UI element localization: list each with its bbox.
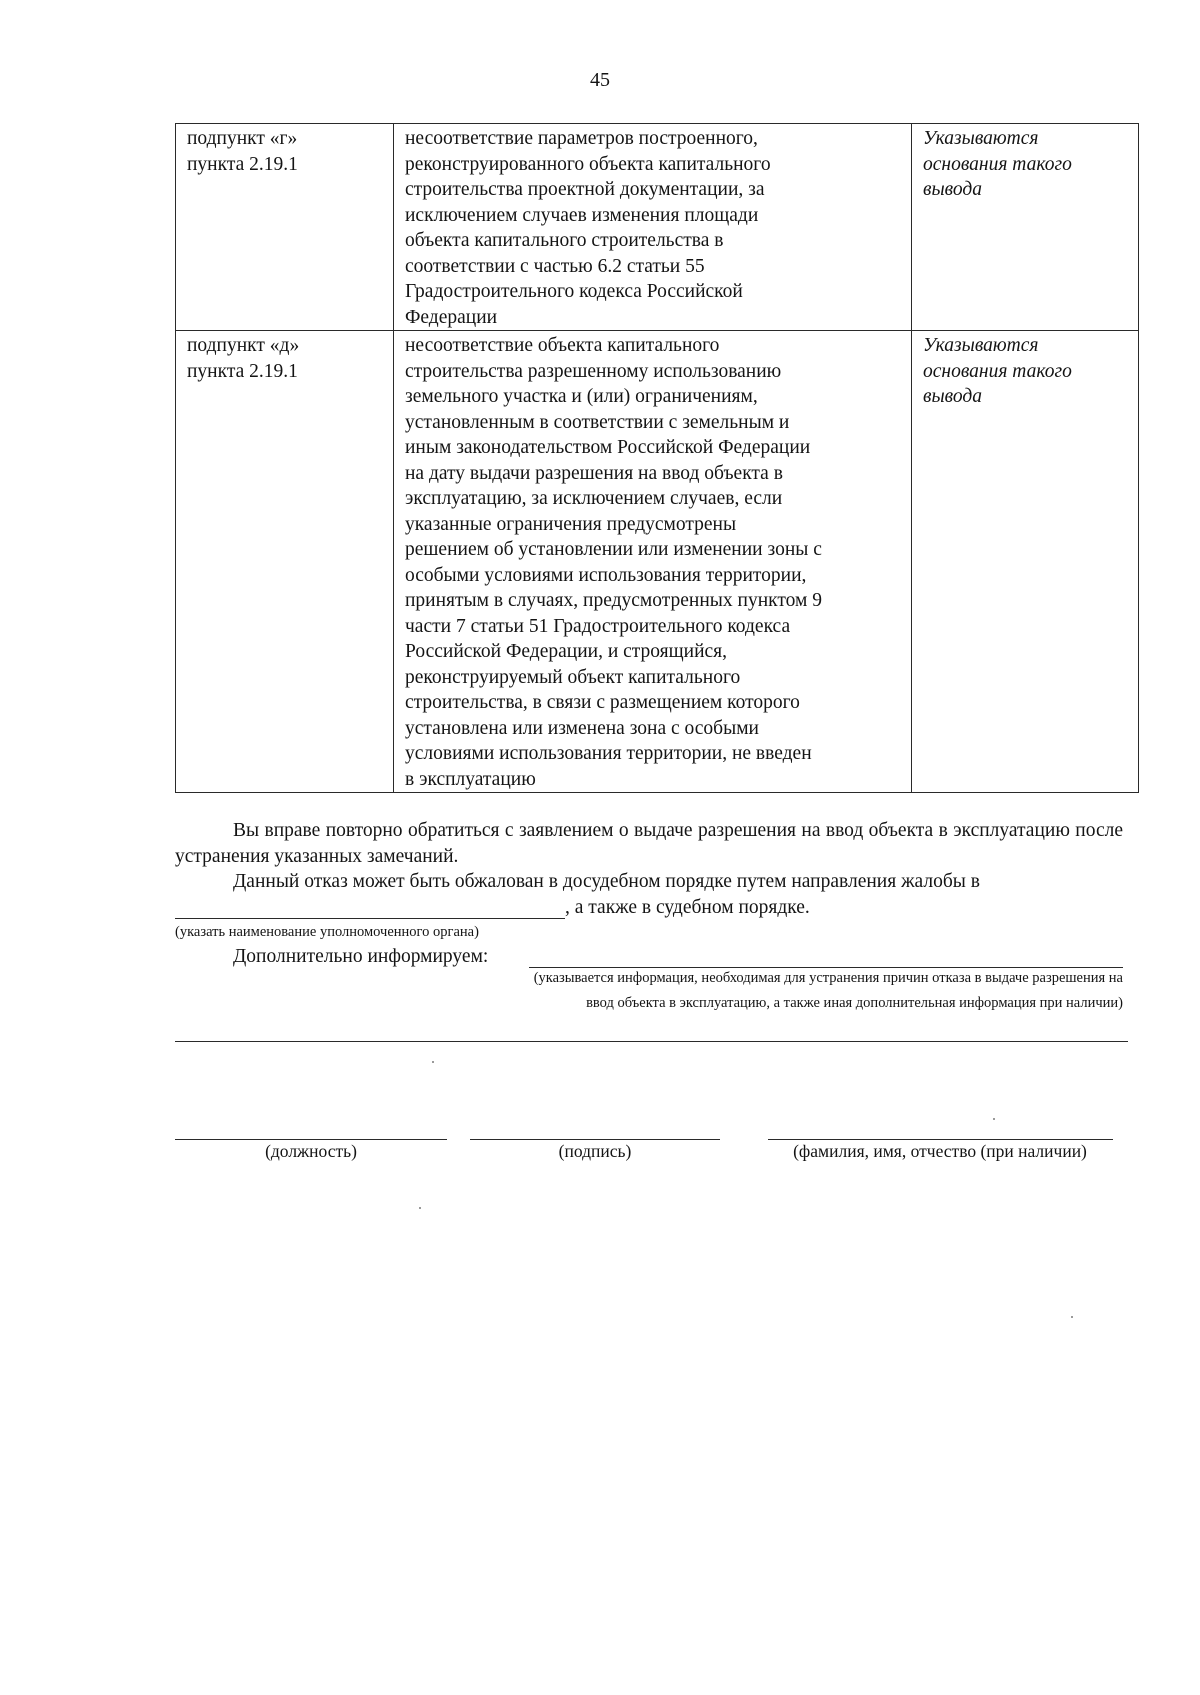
explanation-cell: Указываются основания такого вывода <box>912 331 1139 793</box>
additional-info-label: Дополнительно информируем: <box>233 946 489 967</box>
signature-label: (подпись) <box>558 1141 632 1161</box>
additional-info-continuation-line <box>175 1041 1128 1042</box>
authority-hint: (указать наименование уполномоченного органа) <box>175 924 479 940</box>
appeal-text: Данный отказ может быть обжалован в досудебном порядке путем направления жалобы в <box>233 871 980 892</box>
page-number: 45 <box>590 69 610 91</box>
scan-speck <box>432 1061 434 1063</box>
reapply-text: Вы вправе повторно обратиться с заявлением о выдаче разрешения на ввод объекта в эксплуатацию после устранения указанных замечаний. <box>175 820 1123 867</box>
refusal-grounds-table <box>175 123 1139 793</box>
appeal-text-end: , а также в судебном порядке. <box>565 897 810 918</box>
clause-reference-cell: подпункт «г» пункта 2.19.1 <box>176 124 394 331</box>
position-label: (должность) <box>265 1141 357 1161</box>
additional-info-hint-2: ввод объекта в эксплуатацию, а также иная дополнительная информация при наличии) <box>586 995 1123 1011</box>
scan-speck <box>1071 1316 1073 1318</box>
explanation-cell: Указываются основания такого вывода <box>912 124 1139 331</box>
table-row <box>176 124 1139 331</box>
appeal-paragraph <box>175 869 1123 895</box>
clause-reference-cell: подпункт «д» пункта 2.19.1 <box>176 331 394 793</box>
refusal-ground-cell: несоответствие объекта капитального строительства разрешенному использованию земельного участка и (или) ограничениям, установленным в соответствии с земельным и иным законодательством Российской Федерации на дату выдачи разрешения на ввод объекта в эксплуатацию, за исключением случаев, если указанные ограничения предусмотрены решением об установлении или изменении зоны с особыми условиями использования территории, принятым в случаях, предусмотренных пунктом 9 части 7 статьи 51 Градостроительного кодекса Российской Федерации, и строящийся, реконструируемый объект капитального строительства, в связи с размещением которого установлена или изменена зона с особыми условиями использования территории, не введен в эксплуатацию <box>394 331 912 793</box>
additional-info-hint-1: (указывается информация, необходимая для устранения причин отказа в выдаче разрешения на <box>533 970 1123 986</box>
table-row <box>176 331 1139 793</box>
scan-speck <box>419 1207 421 1209</box>
reapply-paragraph <box>175 818 1123 869</box>
refusal-ground-cell: несоответствие параметров построенного, реконструированного объекта капитального строительства проектной документации, за исключением случаев изменения площади объекта капитального строительства в соответствии с частью 6.2 статьи 55 Градостроительного кодекса Российской Федерации <box>394 124 912 331</box>
authority-blank-line <box>175 918 565 919</box>
full-name-label: (фамилия, имя, отчество (при наличии) <box>793 1141 1087 1161</box>
scan-speck <box>993 1118 995 1120</box>
